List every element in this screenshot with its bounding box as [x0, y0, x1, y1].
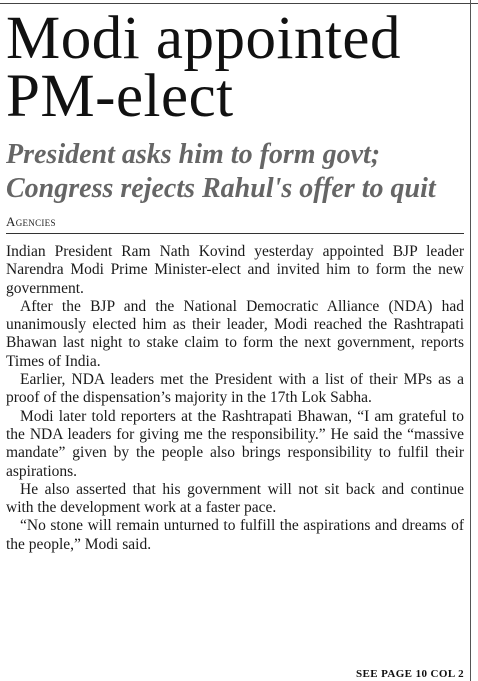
paragraph: Indian President Ram Nath Kovind yesterday appointed BJP leader Narendra Modi Prime Minister-elect and invited him to form the new government.: [6, 243, 464, 297]
column-rule: [470, 0, 471, 681]
paragraph: Earlier, NDA leaders met the President with a list of their MPs as a proof of the dispensation’s majority in the 17th Lok Sabha.: [6, 371, 464, 407]
paragraph: Modi later told reporters at the Rashtrapati Bhawan, “I am grateful to the NDA leaders for giving me the responsibility.” He said the “massive mandate” given by the people also brings responsibility to fulfil their aspirations.: [6, 407, 464, 480]
top-rule: [0, 3, 478, 4]
paragraph: He also asserted that his government will not sit back and continue with the development work at a faster pace.: [6, 480, 464, 517]
continued-jump-line: SEE PAGE 10 COL 2: [355, 668, 464, 680]
article-body: [6, 243, 464, 554]
paragraph: After the BJP and the National Democratic Alliance (NDA) had unanimously elected him as their leader, Modi reached the Rashtrapati Bhawan last night to stake claim to form the next government, reports Times of India.: [6, 297, 464, 370]
paragraph: “No stone will remain unturned to fulfill the aspirations and dreams of the people,” Modi said.: [6, 517, 464, 553]
subhead-line-2: Congress rejects Rahul's offer to quit: [6, 173, 436, 204]
subheadline: [6, 138, 464, 206]
headline: Modi appointed PM-elect: [6, 5, 401, 130]
byline: Agencies: [6, 214, 464, 234]
subhead-line-1: President asks him to form govt;: [6, 139, 381, 170]
news-article: [6, 5, 464, 554]
